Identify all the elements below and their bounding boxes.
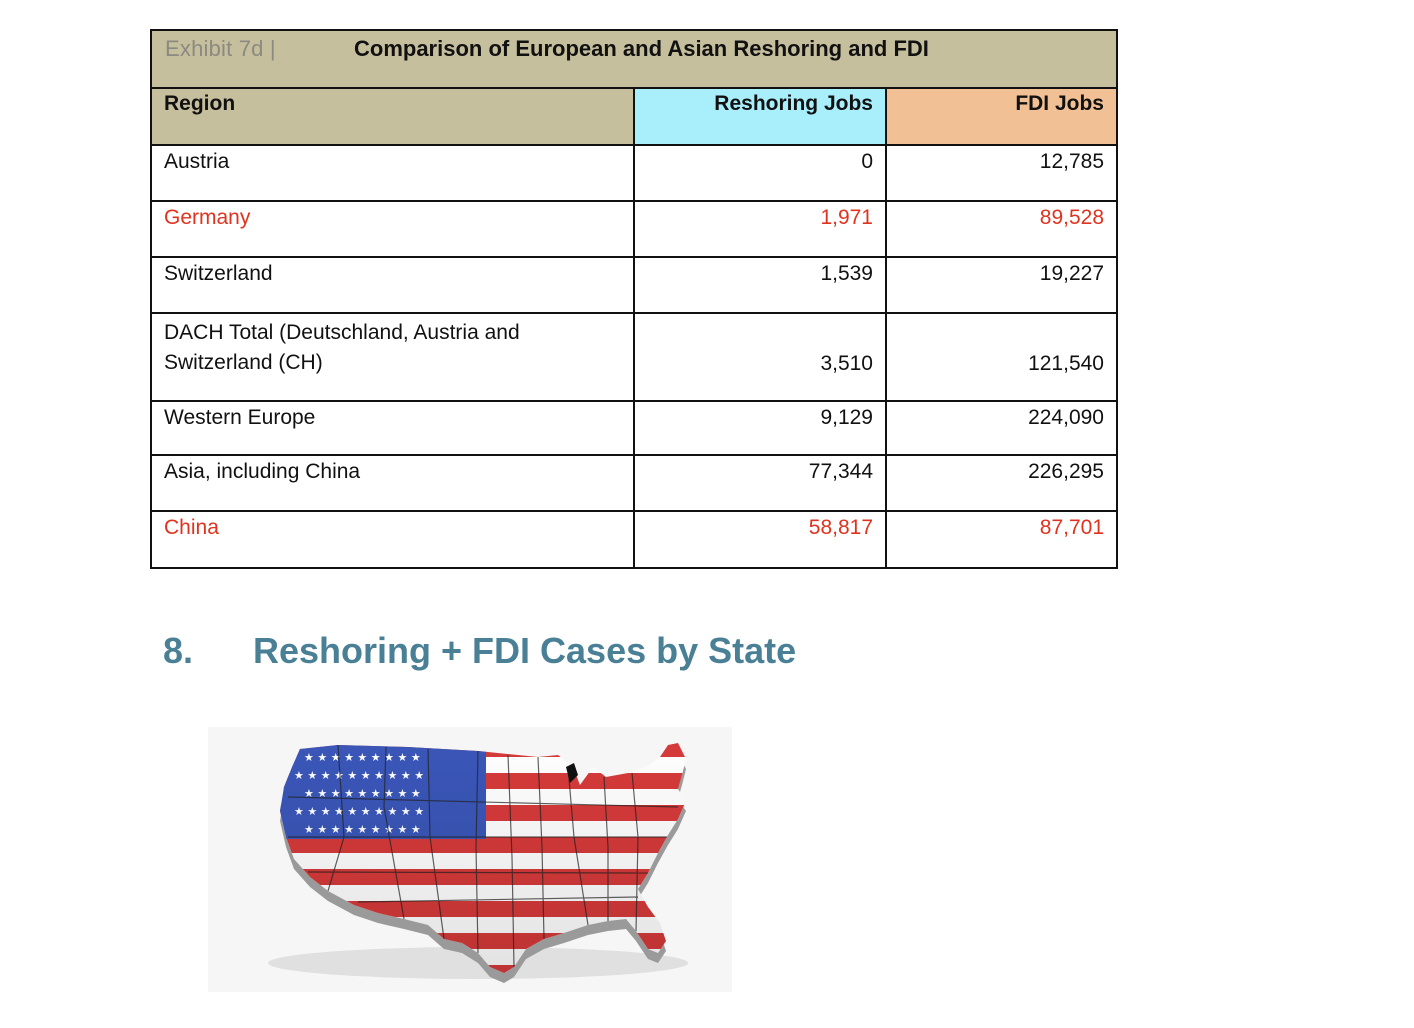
reshoring-jobs-cell: 9,129 bbox=[634, 401, 886, 455]
fdi-jobs-cell: 87,701 bbox=[1039, 516, 1104, 539]
fdi-jobs-cell: 19,227 bbox=[886, 257, 1116, 313]
table-header-row bbox=[152, 89, 1116, 145]
section-heading bbox=[163, 630, 796, 672]
section-title: Reshoring + FDI Cases by State bbox=[253, 630, 797, 671]
table-row bbox=[152, 511, 1116, 567]
exhibit-heading: Comparison of European and Asian Reshoring and FDI bbox=[354, 36, 929, 61]
table-row bbox=[152, 257, 1116, 313]
region-cell: Switzerland bbox=[152, 257, 634, 313]
region-cell bbox=[152, 313, 634, 401]
reshoring-jobs-cell: 3,510 bbox=[634, 313, 886, 401]
us-flag-map-icon bbox=[208, 727, 732, 992]
exhibit-label: Exhibit 7d | bbox=[165, 36, 276, 61]
reshoring-jobs-cell: 58,817 bbox=[634, 511, 886, 567]
region-cell-line: DACH Total (Deutschland, Austria and bbox=[164, 321, 520, 344]
region-cell: Asia, including China bbox=[152, 455, 634, 511]
fdi-jobs-cell: 224,090 bbox=[886, 401, 1116, 455]
reshoring-jobs-cell: 0 bbox=[634, 145, 886, 201]
exhibit-table-container bbox=[150, 29, 1118, 569]
table-row bbox=[152, 455, 1116, 511]
region-cell: Austria bbox=[152, 145, 634, 201]
region-cell: China bbox=[152, 511, 634, 567]
region-cell: Germany bbox=[152, 201, 634, 257]
table-row bbox=[152, 401, 1116, 455]
exhibit-title-bar bbox=[152, 31, 1116, 89]
comparison-table bbox=[152, 89, 1116, 567]
section-number: 8. bbox=[163, 630, 194, 671]
table-row bbox=[152, 313, 1116, 401]
column-header-fdi-jobs: FDI Jobs bbox=[886, 89, 1116, 145]
fdi-jobs-cell: 89,528 bbox=[886, 201, 1116, 257]
reshoring-jobs-cell: 1,971 bbox=[634, 201, 886, 257]
reshoring-jobs-cell: 77,344 bbox=[634, 455, 886, 511]
fdi-jobs-cell: 121,540 bbox=[886, 313, 1116, 401]
table-row bbox=[152, 145, 1116, 201]
region-cell-line: Switzerland (CH) bbox=[164, 351, 323, 374]
us-flag-map-image bbox=[208, 727, 732, 992]
table-row bbox=[152, 201, 1116, 257]
column-header-reshoring-jobs: Reshoring Jobs bbox=[634, 89, 886, 145]
region-cell: Western Europe bbox=[152, 401, 634, 455]
fdi-jobs-cell: 12,785 bbox=[886, 145, 1116, 201]
column-header-region: Region bbox=[152, 89, 634, 145]
reshoring-jobs-cell: 1,539 bbox=[634, 257, 886, 313]
fdi-jobs-cell: 226,295 bbox=[886, 455, 1116, 511]
